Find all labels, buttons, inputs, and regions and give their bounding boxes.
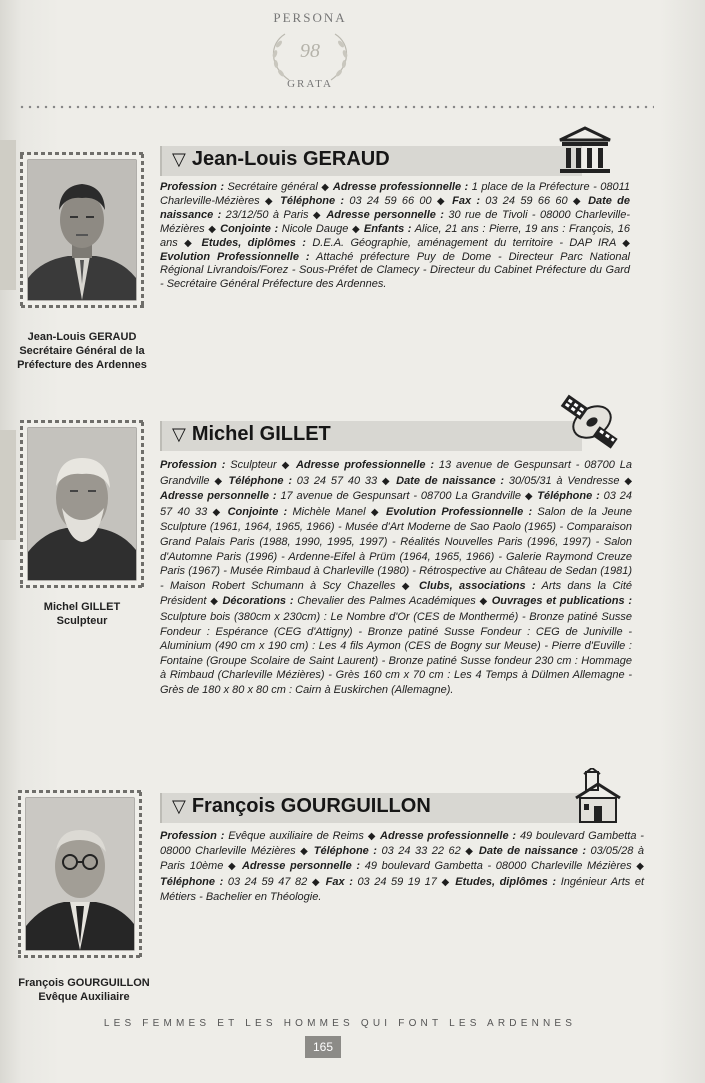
- adjacent-page-bleed: [0, 430, 16, 540]
- logo-number: 98: [300, 40, 320, 62]
- entry-details: Profession : Evêque auxiliaire de Reims ◆ Adresse professionnelle : 49 boulevard Gambetta - 08000 Charleville Mézières ◆ Téléphone : 03 24 33 22 62 ◆ Date de naissance : 03/05/28 à Paris 10ème ◆ Adresse personnelle : 49 boulevard Gambetta - 08000 Charleville Mézières ◆ Téléphone : 03 24 59 47 82 ◆ Fax : 03 24 59 19 17 ◆ Etudes, diplômes : Ingénieur Arts et Métiers - Bachelier en Théologie.: [160, 830, 645, 903]
- portrait-frame: [20, 420, 144, 576]
- entry-details: Profession : Sculpteur ◆ Adresse professionnelle : 13 avenue de Gespunsart - 08700 La Grandville ◆ Téléphone : 03 24 57 40 33 ◆ Date de naissance : 30/05/31 à Vendresse ◆ Adresse personnelle : 17 avenue de Gespunsart - 08700 La Grandville ◆ Téléphone : 03 24 57 40 33 ◆ Conjointe : Michèle Manel ◆ Evolution Professionnelle : Salon de la Jeune Sculpture (1961, 1964, 1965, 1966) - Musée d'Art Moderne de Sao Paolo (1965) - Comparaison Grand Palais Paris (1988, 1990, 1995, 1997) - Réalités Nouvelles Paris (1996, 1997) - Salon d'Automne Paris (1996) - Ardenne-Eifel à Prüm (1964, 1965, 1966) - Galerie Raymond Creuze Paris (1967) - Musée Rimbaud à Charleville (1980) - Rétrospective au Château de Sedan (1981) - Maison Robert Schumann à Scy Chazelles ◆ Clubs, associations : Arts dans la Cité Président ◆ Décorations : Chevalier des Palmes Académiques ◆ Ouvrages et publications : Sculpture bois (380cm x 230cm) : Le Nombre d'Or (CES de Monthermé) - Bronze patiné Susse Fondeur : Espérance (CEG d'Attigny) - Bronze patiné Susse Fondeur : CEG de Juniville - Aluminium (490 cm x 190 cm) : Les 4 fils Aymon (CES de Bogny sur Meuse) - Pierre d'Euville : Fontaine (Groupe Scolaire de Saint Laurent) - Bronze patiné Susse fondeur 230 cm : Hommage à Rimbaud (Charleville Mézières) - Grès 160 cm x 70 cm : Les 4 Temps à Dülmen Allemagne - Grès de 180 x 80 x 80 cm : Cairn à Euskirchen (Allemagne).: [160, 459, 633, 696]
- page-number: 165: [305, 1036, 341, 1058]
- footer-tagline: LES FEMMES ET LES HOMMES QUI FONT LES ARDENNES: [103, 1018, 577, 1029]
- portrait-photo: [28, 160, 136, 300]
- portrait-photo: [28, 428, 136, 580]
- portrait-caption: Michel GILLET Sculpteur: [43, 601, 121, 627]
- entry-name: ▽ François GOURGUILLON: [172, 795, 431, 817]
- portrait-caption: François GOURGUILLON Evêque Auxiliaire: [18, 977, 150, 1003]
- triangle-down-icon: ▽: [172, 424, 186, 444]
- persona-grata-logo: [255, 4, 365, 94]
- entry-header: [160, 146, 582, 176]
- logo-bottom-text: GRATA: [287, 78, 333, 90]
- logo-top-text: PERSONA: [273, 10, 347, 25]
- dotted-divider: [18, 104, 654, 110]
- triangle-down-icon: ▽: [172, 796, 186, 816]
- portrait-frame: [18, 790, 142, 946]
- entry-header: [160, 421, 582, 451]
- entry-name: ▽ Jean-Louis GERAUD: [172, 148, 390, 170]
- adjacent-page-bleed: [0, 140, 16, 290]
- portrait-caption: Jean-Louis GERAUD Secrétaire Général de la Préfecture des Ardennes: [17, 331, 147, 371]
- triangle-down-icon: ▽: [172, 149, 186, 169]
- entry-header: [160, 793, 582, 823]
- portrait-photo: [26, 798, 134, 950]
- chapel-icon: [572, 768, 624, 826]
- film-reel-icon: [558, 392, 620, 452]
- building-columns-icon: [556, 126, 614, 176]
- entry-details: Profession : Secrétaire général ◆ Adresse professionnelle : 1 place de la Préfecture - 08011 Charleville-Mézières ◆ Téléphone : 03 24 59 66 00 ◆ Fax : 03 24 59 66 60 ◆ Date de naissance : 23/12/50 à Paris ◆ Adresse personnelle : 30 rue de Tivoli - 08000 Charleville-Mézières ◆ Conjointe : Nicole Dauge ◆ Enfants : Alice, 21 ans : Pierre, 19 ans : François, 16 ans ◆ Etudes, diplômes : D.E.A. Géographie, aménagement du territoire - DAP IRA ◆ Evolution Professionnelle : Attaché préfecture Puy de Dome - Directeur Parc National Régional Livrandois/Forez - Sous-Préfet de Clamecy - Directeur du Cabinet Préfecture du Gard - Secrétaire Général Préfecture des Ardennes.: [160, 181, 631, 291]
- portrait-frame: [20, 152, 144, 308]
- entry-name: ▽ Michel GILLET: [172, 423, 331, 445]
